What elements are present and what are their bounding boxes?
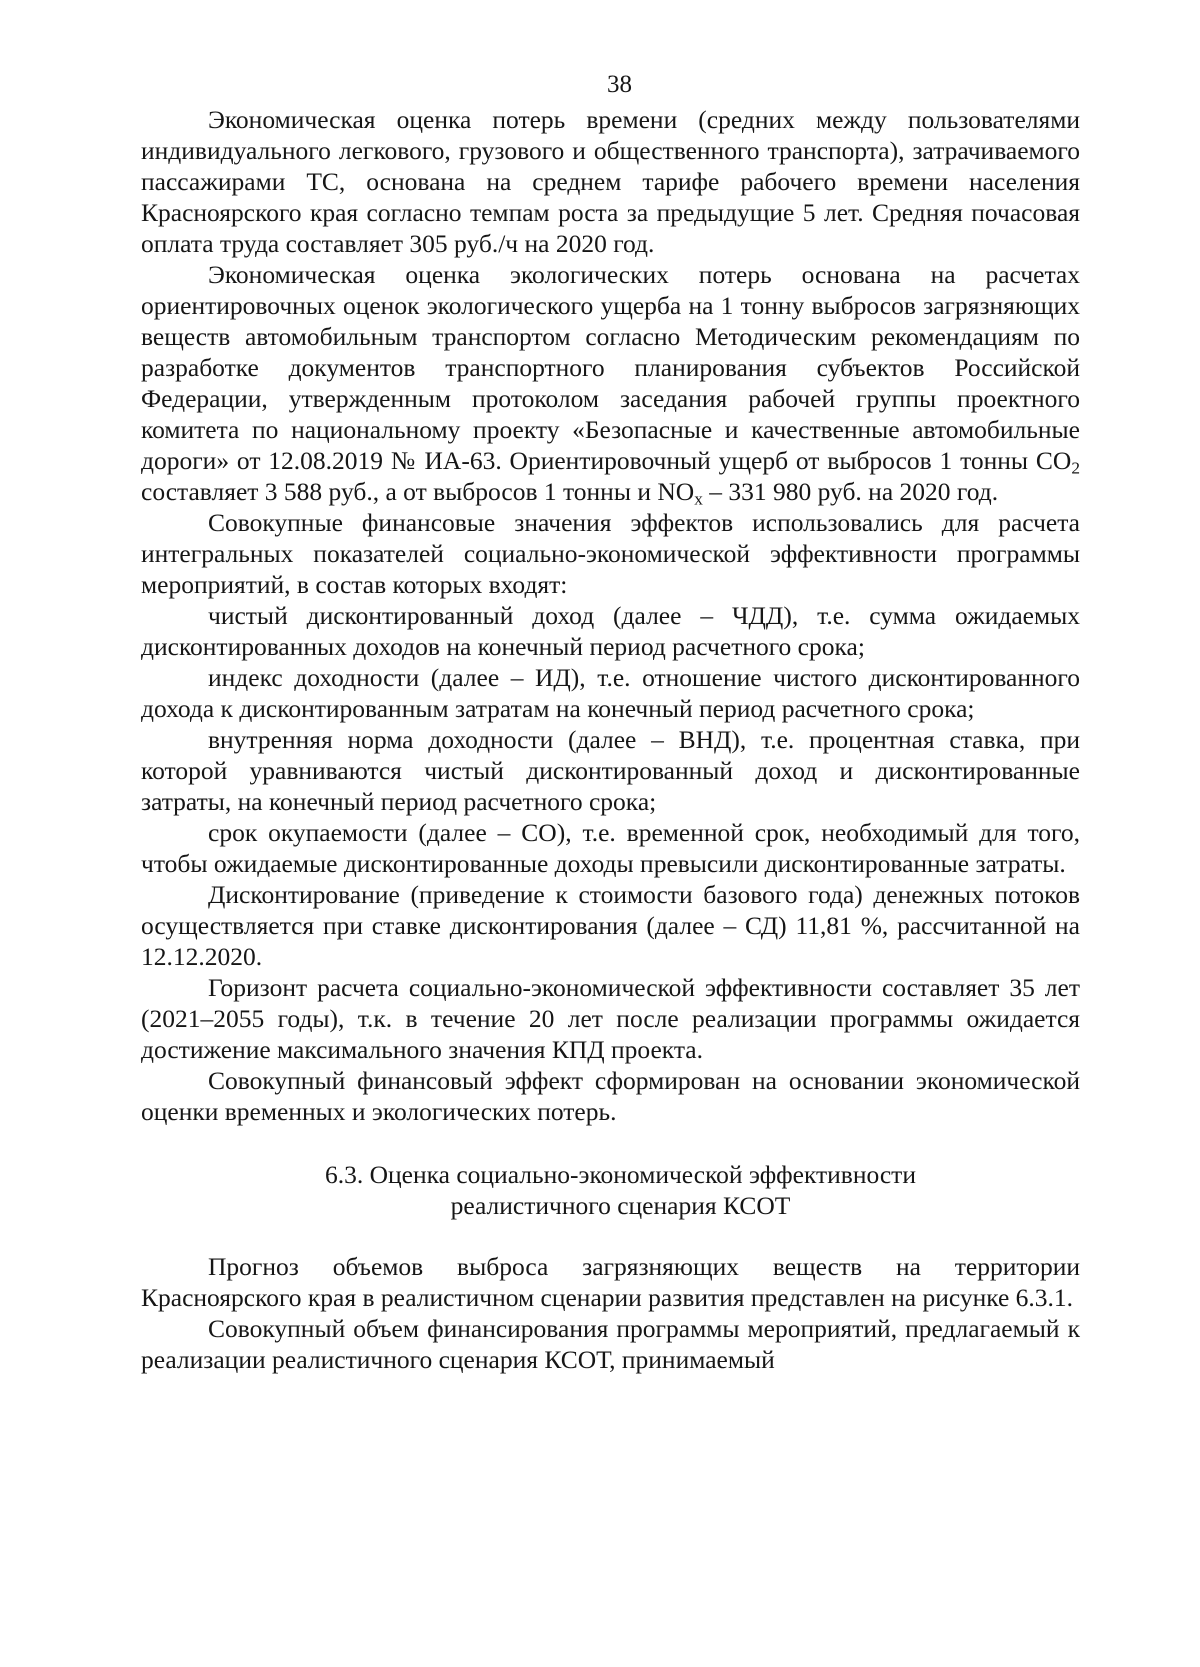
section-heading-line-1: 6.3. Оценка социально-экономической эффективности: [325, 1160, 916, 1189]
paragraph-profitability-index: индекс доходности (далее – ИД), т.е. отношение чистого дисконтированного дохода к дисконтированным затратам на конечный период расчетного срока;: [141, 663, 1080, 723]
emissions-text-2: составляет 3 588 руб., а от выбросов 1 тонны и NO: [141, 477, 695, 506]
paragraph-financial-effect: Совокупный финансовый эффект сформирован на основании экономической оценки временных и экологических потерь.: [141, 1066, 1080, 1126]
paragraph-npv: чистый дисконтированный доход (далее – ЧДД), т.е. сумма ожидаемых дисконтированных доходов на конечный период расчетного срока;: [141, 601, 1080, 661]
section-heading: [141, 1159, 1080, 1221]
ecological-losses-text: Экономическая оценка экологических потерь основана на расчетах ориентировочных оценок экологического ущерба на 1 тонну выбросов загрязняющих веществ автомобильным транспортом согласно Методическим рекомендациям по разработке документов транспортного планирования субъектов Российской Федерации, утвержденным протоколом заседания рабочей группы проектного комитета по национальному проекту «Безопасные и качественные автомобильные дороги» от 12.08.2019 № ИА-63.: [141, 260, 1080, 475]
emissions-text-3: – 331 980 руб. на 2020 год.: [702, 477, 999, 506]
paragraph-horizon: Горизонт расчета социально-экономической эффективности составляет 35 лет (2021–2055 годы), т.к. в течение 20 лет после реализации программы ожидается достижение максимального значения КПД проекта.: [141, 973, 1080, 1064]
emissions-text-1: Ориентировочный ущерб от выбросов 1 тонны CO: [501, 446, 1072, 475]
section-heading-line-2: реалистичного сценария КСОТ: [450, 1191, 791, 1220]
paragraph-integral-indicators: Совокупные финансовые значения эффектов использовались для расчета интегральных показателей социально-экономической эффективности программы мероприятий, в состав которых входят:: [141, 508, 1080, 599]
paragraph-ecological-losses: [141, 259, 1080, 507]
page-number: 38: [607, 71, 632, 98]
paragraph-discounting: Дисконтирование (приведение к стоимости базового года) денежных потоков осуществляется при ставке дисконтирования (далее – СД) 11,81 %, рассчитанной на 12.12.2020.: [141, 880, 1080, 971]
paragraph-time-losses: Экономическая оценка потерь времени (средних между пользователями индивидуального легкового, грузового и общественного транспорта), затрачиваемого пассажирами ТС, основана на среднем тарифе рабочего времени населения Красноярского края согласно темпам роста за предыдущие 5 лет. Средняя почасовая оплата труда составляет 305 руб./ч на 2020 год.: [141, 105, 1080, 258]
paragraph-financing-volume: Совокупный объем финансирования программы мероприятий, предлагаемый к реализации реалистичного сценария КСОТ, принимаемый: [141, 1314, 1080, 1374]
paragraph-payback-period: срок окупаемости (далее – СО), т.е. временной срок, необходимый для того, чтобы ожидаемые дисконтированные доходы превысили дисконтированные затраты.: [141, 818, 1080, 878]
co2-subscript: 2: [1071, 458, 1080, 478]
paragraph-emissions-forecast: Прогноз объемов выброса загрязняющих веществ на территории Красноярского края в реалистичном сценарии развития представлен на рисунке 6.3.1.: [141, 1252, 1080, 1312]
paragraph-irr: внутренняя норма доходности (далее – ВНД), т.е. процентная ставка, при которой уравниваются чистый дисконтированный доход и дисконтированные затраты, на конечный период расчетного срока;: [141, 725, 1080, 816]
nox-subscript: x: [694, 489, 703, 509]
